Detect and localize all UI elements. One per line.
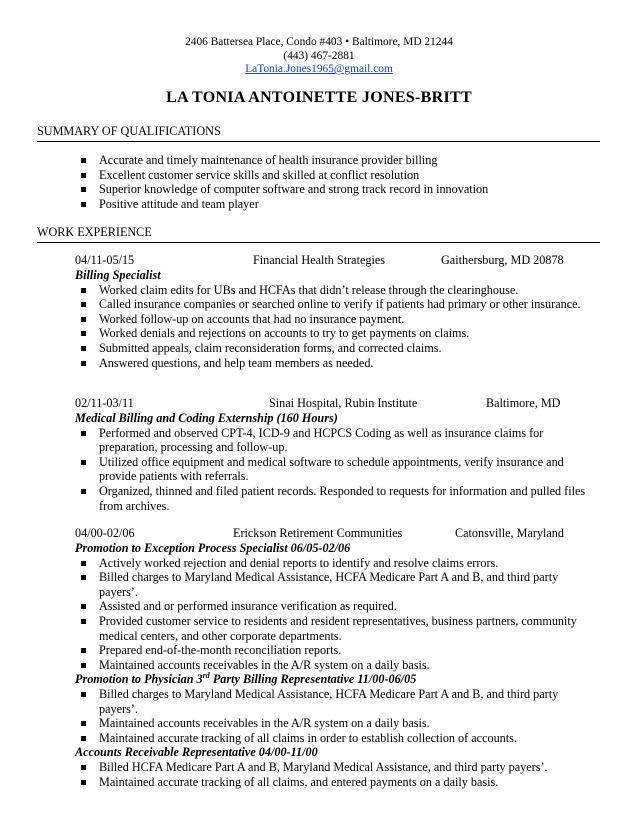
job-dates: 04/00-02/06	[75, 526, 135, 540]
list-item: Provided customer service to residents and resident representatives, business partners, community medical centers, and other corporate departments.	[75, 614, 595, 643]
list-item: Prepared end-of-the-month reconciliation reports.	[75, 643, 595, 658]
list-item: Billed HCFA Medicare Part A and B, Maryland Medical Assistance, and third party payers’.	[75, 760, 595, 775]
role-text: Party Billing Representative 11/00-06/05	[209, 672, 417, 687]
job-entry	[75, 526, 595, 789]
email-link[interactable]: LaTonia.Jones1965@gmail.com	[245, 63, 393, 76]
summary-section	[75, 153, 595, 211]
job-location: Gaithersburg, MD 20878	[441, 253, 564, 267]
list-item: Maintained accurate tracking of all claims, and entered payments on a daily basis.	[75, 775, 595, 790]
list-item: Assisted and or performed insurance verification as required.	[75, 599, 595, 614]
job-role: Billing Specialist	[75, 268, 161, 282]
job-role	[75, 672, 595, 687]
list-item: Called insurance companies or searched online to verify if patients had primary or other insurance.	[75, 297, 595, 312]
list-item: Maintained accounts receivables in the A/R system on a daily basis.	[75, 658, 595, 673]
list-item: Positive attitude and team player	[75, 197, 595, 212]
job-location: Baltimore, MD	[486, 396, 561, 410]
list-item: Excellent customer service skills and skilled at conflict resolution	[75, 168, 595, 183]
list-item: Worked denials and rejections on accounts to try to get payments on claims.	[75, 326, 595, 341]
job-employer: Financial Health Strategies	[253, 253, 385, 267]
job-role: Promotion to Exception Process Specialist 06/05-02/06	[75, 541, 351, 555]
job-role: Accounts Receivable Representative 04/00-11/00	[75, 745, 318, 760]
list-item: Maintained accurate tracking of all claims in order to establish collection of accounts.	[75, 731, 595, 746]
job-employer: Sinai Hospital, Rubin Institute	[269, 396, 418, 410]
job-location: Catonsville, Maryland	[455, 526, 564, 540]
job-header	[75, 526, 595, 541]
list-item: Billed charges to Maryland Medical Assistance, HCFA Medicare Part A and B, and third party payers’.	[75, 687, 595, 716]
job-dates: 04/11-05/15	[75, 253, 135, 267]
job-header	[75, 396, 595, 411]
role-text: Promotion to Physician 3	[75, 672, 203, 687]
job-role: Medical Billing and Coding Externship (160 Hours)	[75, 411, 338, 425]
list-item: Accurate and timely maintenance of health insurance provider billing	[75, 153, 595, 168]
list-item: Performed and observed CPT-4, ICD-9 and HCPCS Coding as well as insurance claims for preparation, processing and follow-up.	[75, 426, 595, 455]
summary-heading: SUMMARY OF QUALIFICATIONS	[37, 124, 600, 142]
candidate-name: LA TONIA ANTOINETTE JONES-BRITT	[166, 89, 472, 106]
job-entry	[75, 396, 595, 513]
list-item: Worked follow-up on accounts that had no insurance payment.	[75, 312, 595, 327]
list-item: Actively worked rejection and denial reports to identify and resolve claims errors.	[75, 556, 595, 571]
list-item: Maintained accounts receivables in the A/R system on a daily basis.	[75, 716, 595, 731]
list-item: Submitted appeals, claim reconsideration forms, and corrected claims.	[75, 341, 595, 356]
work-heading: WORK EXPERIENCE	[37, 225, 600, 243]
job-header	[75, 253, 595, 268]
contact-header	[0, 36, 638, 77]
list-item: Superior knowledge of computer software and strong track record in innovation	[75, 182, 595, 197]
job-entry	[75, 253, 595, 370]
list-item: Organized, thinned and filed patient records. Responded to requests for information and pulled files from archives.	[75, 484, 595, 513]
list-item: Billed charges to Maryland Medical Assistance, HCFA Medicare Part A and B, and third party payers’.	[75, 570, 595, 599]
job-dates: 02/11-03/11	[75, 396, 134, 410]
list-item: Worked claim edits for UBs and HCFAs that didn’t release through the clearinghouse.	[75, 283, 595, 298]
job-employer: Erickson Retirement Communities	[233, 526, 403, 540]
list-item: Utilized office equipment and medical software to schedule appointments, verify insurance and provide patients with referrals.	[75, 455, 595, 484]
address: 2406 Battersea Place, Condo #403 • Baltimore, MD 21244	[185, 36, 453, 48]
role-superscript: rd	[202, 671, 210, 681]
list-item: Answered questions, and help team members as needed.	[75, 356, 595, 371]
phone: (443) 467-2881	[283, 49, 355, 62]
